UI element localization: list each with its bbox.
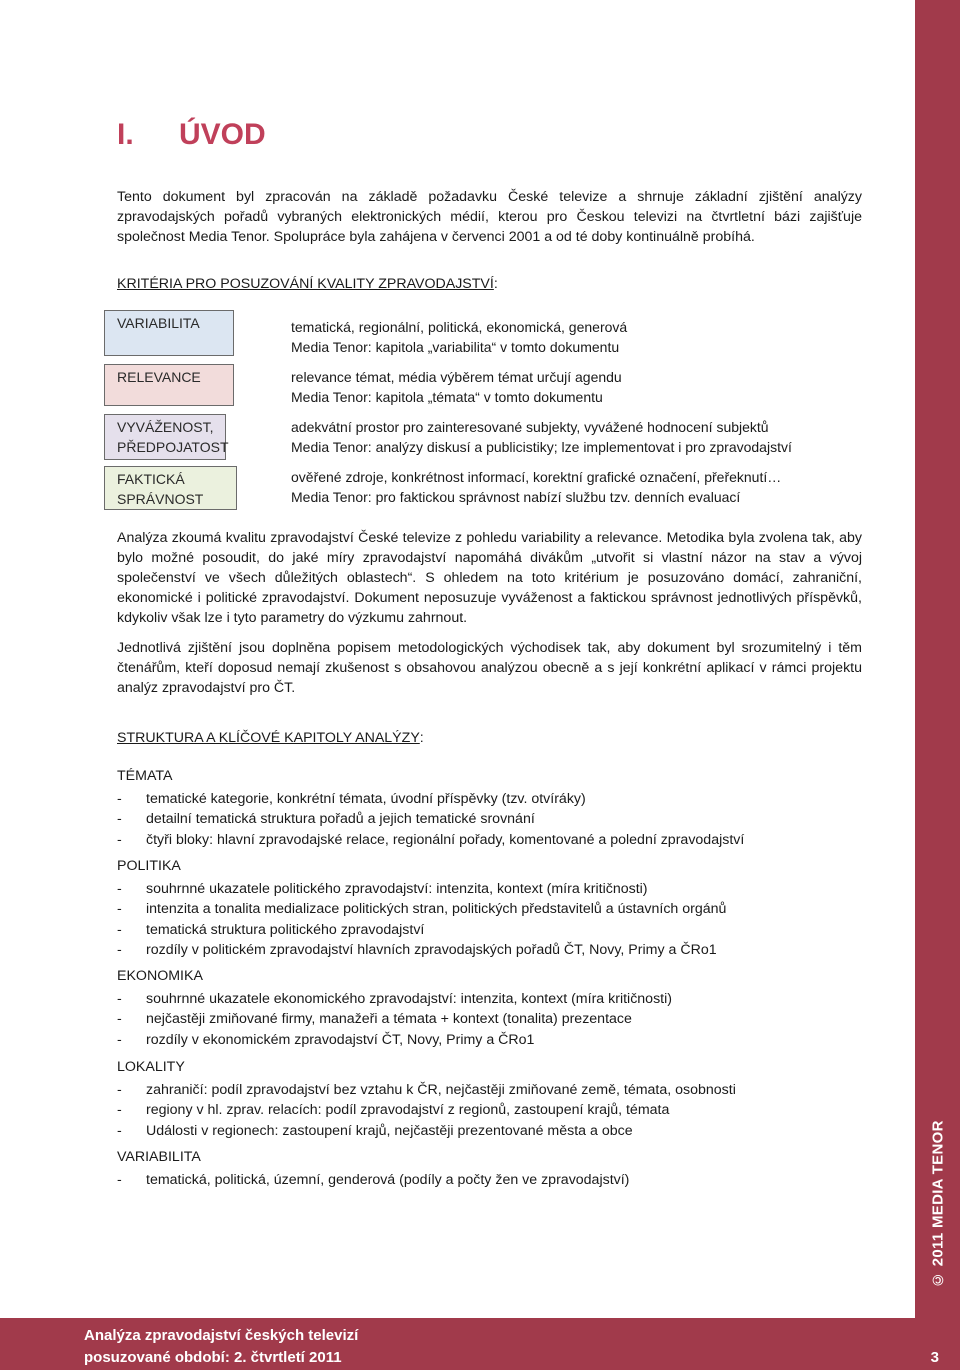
- section-title-temata: TÉMATA: [117, 768, 173, 784]
- criterion-line2: Media Tenor: analýzy diskusí a publicistiky; lze implementovat i pro zpravodajství: [291, 439, 792, 455]
- list-item: - rozdíly v politickém zpravodajství hlavních zpravodajských pořadů ČT, Novy, Primy a ČRo1: [117, 940, 877, 960]
- section-list-ekonomika: [117, 989, 877, 1050]
- analysis-paragraph: Analýza zkoumá kvalitu zpravodajství České televize z pohledu variability a relevance. Metodika byla zvolena tak, aby bylo možné posoudit, do jaké míry zpravodajství napomáhá divákům „utvořit si vlastní názor na stav a vývoj společenství ve všech důležitých oblastech“. S ohledem na toto kritérium je posuzováno domácí, zahraniční, ekonomické i politické zpravodajství. Dokument neposuzuje vyváženost a faktickou správnost jednotlivých příspěvků, kdykoliv však lze i tyto parametry do výzkumu zahrnout.: [117, 530, 862, 626]
- list-item-text: zahraničí: podíl zpravodajství bez vztahu k ČR, nejčastěji zmiňované země, témata, osobnosti: [146, 1082, 736, 1098]
- criteria-heading-text: KRITÉRIA PRO POSUZOVÁNÍ KVALITY ZPRAVODAJSTVÍ: [117, 276, 494, 292]
- structure-heading-text: STRUKTURA A KLÍČOVÉ KAPITOLY ANALÝZY: [117, 730, 420, 746]
- criterion-description: [291, 367, 861, 407]
- list-item-text: tematická, politická, územní, genderová (podíly a počty žen ve zpravodajství): [146, 1172, 630, 1188]
- list-item: - tematická struktura politického zpravodajství: [117, 920, 877, 940]
- list-item: - intenzita a tonalita medializace politických stran, politických představitelů a ústavních orgánů: [117, 899, 877, 919]
- criterion-description: [291, 467, 861, 507]
- list-item-text: čtyři bloky: hlavní zpravodajské relace, regionální pořady, komentované a polední zpravodajství: [146, 831, 745, 848]
- structure-heading-suffix: :: [419, 730, 424, 746]
- criterion-line1: tematická, regionální, politická, ekonomická, generová: [291, 319, 628, 335]
- criterion-box: [104, 414, 229, 460]
- list-item-text: souhrnné ukazatele ekonomického zpravodajství: intenzita, kontext (míra kritičnosti): [146, 991, 672, 1007]
- intro-paragraph: Tento dokument byl zpracován na základě požadavku České televize a shrnuje základní zjištění analýzy zpravodajských pořadů vybraných elektronických médií, kterou pro Českou televizi na čtvrtletní bázi zajišťuje společnost Media Tenor. Spolupráce byla zahájena v červenci 2001 a od té doby kontinuálně probíhá.: [117, 189, 862, 245]
- section-title-politika: POLITIKA: [117, 858, 181, 874]
- list-item: - tematické kategorie, konkrétní témata, úvodní příspěvky (tzv. otvíráky): [117, 789, 877, 809]
- list-item-text: Události v regionech: zastoupení krajů, nejčastěji prezentované města a obce: [146, 1122, 633, 1139]
- list-item: - čtyři bloky: hlavní zpravodajské relace, regionální pořady, komentované a polední zpravodajství: [117, 830, 877, 850]
- sidebar-band: [915, 0, 960, 1370]
- list-item: - regiony v hl. zprav. relacích: podíl zpravodajství z regionů, zastoupení krajů, témata: [117, 1100, 877, 1120]
- list-item-text: intenzita a tonalita medializace politických stran, politických představitelů a ústavních orgánů: [146, 901, 727, 918]
- section-list-lokality: [117, 1080, 877, 1141]
- section-list-variabilita: [117, 1170, 877, 1190]
- list-item-text: regiony v hl. zprav. relacích: podíl zpravodajství z regionů, zastoupení krajů, témata: [146, 1102, 670, 1119]
- criterion-label: VYVÁŽENOST, PŘEDPOJATOST: [117, 419, 229, 455]
- list-item: - zahraničí: podíl zpravodajství bez vztahu k ČR, nejčastěji zmiňované země, témata, osobnosti: [117, 1080, 877, 1100]
- criterion-box: [104, 364, 234, 406]
- list-item: - souhrnné ukazatele politického zpravodajství: intenzita, kontext (míra kritičnosti): [117, 879, 877, 899]
- list-item: - tematická, politická, územní, genderová (podíly a počty žen ve zpravodajství): [117, 1170, 877, 1190]
- list-item: - rozdíly v ekonomickém zpravodajství ČT, Novy, Primy a ČRo1: [117, 1030, 877, 1050]
- section-list-politika: [117, 879, 877, 960]
- criterion-label: RELEVANCE: [117, 369, 201, 385]
- criterion-box: [104, 466, 237, 510]
- structure-heading: [117, 730, 424, 746]
- footer-document-title: Analýza zpravodajství českých televizí: [84, 1327, 359, 1344]
- list-item-text: rozdíly v ekonomickém zpravodajství ČT, Novy, Primy a ČRo1: [146, 1031, 535, 1048]
- criteria-heading: [117, 276, 498, 292]
- chapter-title: ÚVOD: [179, 118, 266, 151]
- section-title-variabilita: VARIABILITA: [117, 1149, 201, 1165]
- list-item: - souhrnné ukazatele ekonomického zpravodajství: intenzita, kontext (míra kritičnosti): [117, 989, 877, 1009]
- criterion-label: VARIABILITA: [117, 315, 200, 331]
- section-list-temata: [117, 789, 877, 850]
- page-title: [117, 118, 266, 152]
- methodology-paragraph: Jednotlivá zjištění jsou doplněna popisem metodologických východisek tak, aby dokument byl srozumitelný i těm čtenářům, kteří doposud nemají zkušenost s obsahovou analýzou obecně a s její konkrétní aplikací v rámci projektu analýz zpravodajství pro ČT.: [117, 640, 862, 696]
- copyright-notice: © 2011 MEDIA TENOR: [929, 1120, 947, 1288]
- criterion-line1: adekvátní prostor pro zainteresované subjekty, vyvážené hodnocení subjektů: [291, 419, 769, 435]
- criterion-description: [291, 417, 861, 457]
- section-title-ekonomika: EKONOMIKA: [117, 968, 203, 984]
- list-item: - nejčastěji zmiňované firmy, manažeři a témata + kontext (tonalita) prezentace: [117, 1009, 877, 1029]
- list-item-text: nejčastěji zmiňované firmy, manažeři a témata + kontext (tonalita) prezentace: [146, 1011, 632, 1028]
- chapter-number: I.: [117, 118, 134, 151]
- list-item-text: tematická struktura politického zpravodajství: [146, 921, 425, 938]
- criterion-line1: ověřené zdroje, konkrétnost informací, korektní grafické označení, přeřeknutí…: [291, 469, 782, 485]
- list-item-text: souhrnné ukazatele politického zpravodajství: intenzita, kontext (míra kritičnosti): [146, 881, 648, 897]
- criterion-line1: relevance témat, média výběrem témat určují agendu: [291, 369, 622, 385]
- footer-period: posuzované období: 2. čtvrtletí 2011: [84, 1349, 342, 1366]
- criteria-heading-suffix: :: [493, 276, 498, 292]
- criterion-box: [104, 310, 234, 356]
- criterion-line2: Media Tenor: pro faktickou správnost nabízí službu tzv. denních evaluací: [291, 489, 741, 505]
- criterion-label: FAKTICKÁ SPRÁVNOST: [117, 471, 204, 507]
- list-item-text: detailní tematická struktura pořadů a jejich tematické srovnání: [146, 811, 535, 828]
- list-item: - Události v regionech: zastoupení krajů, nejčastěji prezentované města a obce: [117, 1121, 877, 1141]
- page-number: 3: [930, 1349, 939, 1366]
- list-item: - detailní tematická struktura pořadů a jejich tematické srovnání: [117, 809, 877, 829]
- list-item-text: rozdíly v politickém zpravodajství hlavních zpravodajských pořadů ČT, Novy, Primy a ČRo1: [146, 941, 717, 958]
- section-title-lokality: LOKALITY: [117, 1059, 185, 1075]
- criterion-line2: Media Tenor: kapitola „variabilita“ v tomto dokumentu: [291, 339, 620, 355]
- list-item-text: tematické kategorie, konkrétní témata, úvodní příspěvky (tzv. otvíráky): [146, 791, 586, 807]
- criterion-line2: Media Tenor: kapitola „témata“ v tomto dokumentu: [291, 389, 603, 405]
- criterion-description: [291, 317, 861, 357]
